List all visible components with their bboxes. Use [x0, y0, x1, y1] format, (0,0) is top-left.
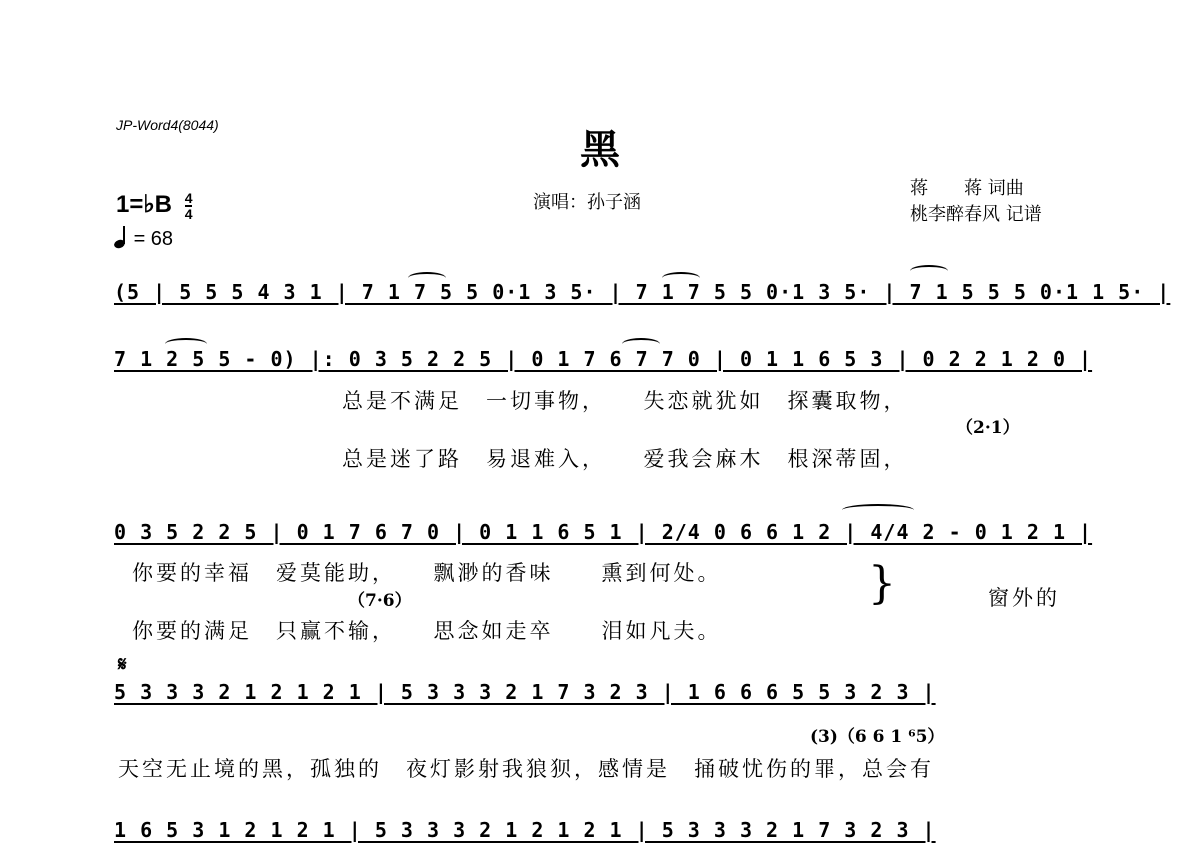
slur-mark: [662, 272, 700, 284]
notation-row-4: 5 3 3 3 2 1 2 1 2 1 | 5 3 3 3 2 1 7 3 2 3 | 1 6 6 6 5 5 3 2 3 |: [114, 680, 936, 704]
notation-row-1: (5 | 5 5 5 4 3 1 | 7 1 7 5 5 0·1 3 5· | 7 1 7 5 5 0·1 3 5· | 7 1 5 5 5 0·1 1 5· |: [114, 280, 1171, 304]
singer-credit: 演唱：孙子涵: [533, 192, 641, 213]
notation-row-2: 7 1 2 5 5 - 0) |: 0 3 5 2 2 5 | 0 1 7 6 7 7 0 | 0 1 1 6 5 3 | 0 2 2 1 2 0 |: [114, 347, 1093, 371]
lyric-verse-1-row-2: 总是不满足 一切事物， 失恋就犹如 探囊取物，: [342, 389, 908, 413]
credits-block: [910, 176, 1042, 228]
quarter-note-icon: [114, 226, 128, 248]
key-signature: [116, 190, 192, 221]
lyric-verse-2-row-2: 总是迷了路 易退难入， 爱我会麻木 根深蒂固，: [342, 447, 908, 471]
transcriber-credit: 桃李醉春风 记谱: [910, 204, 1042, 225]
alternate-notes: （7·6）: [348, 591, 412, 611]
segno-icon: 𝄋: [118, 652, 127, 676]
lyric-verse-2-row-3: 你要的满足 只赢不输， 思念如走卒 泪如凡夫。: [132, 619, 722, 643]
lyric-verse-1-row-3: 你要的幸福 爱莫能助， 飘渺的香味 熏到何处。: [132, 561, 722, 585]
tempo-value: = 68: [133, 228, 174, 250]
notation-row-3: 0 3 5 2 2 5 | 0 1 7 6 7 0 | 0 1 1 6 5 1 | 2/4 0 6 6 1 2 | 4/4 2 - 0 1 2 1 |: [114, 520, 1093, 544]
song-title: 黑: [580, 127, 620, 173]
time-signature: [185, 191, 193, 221]
slur-mark: [165, 338, 207, 350]
alternate-notes: (3)（6 6 1 ⁶5）: [810, 727, 945, 747]
tempo-mark: [114, 226, 173, 251]
key-label: 1=♭B: [116, 191, 173, 218]
time-numerator: 4: [184, 189, 193, 206]
slur-mark: [622, 338, 660, 350]
lyricist-composer-credit: 蒋 蒋 词曲: [910, 178, 1024, 199]
verse-brace: }: [868, 558, 896, 609]
slur-mark: [910, 265, 948, 277]
slur-mark: [408, 272, 446, 284]
slur-mark: [842, 504, 914, 516]
time-denominator: 4: [184, 205, 193, 222]
alternate-notes: （2·1）: [956, 418, 1020, 438]
lyric-shared-row-3: 窗外的: [988, 586, 1060, 610]
software-watermark: JP-Word4(8044): [116, 117, 219, 133]
notation-row-5: 1 6 5 3 1 2 1 2 1 | 5 3 3 3 2 1 2 1 2 1 | 5 3 3 3 2 1 7 3 2 3 |: [114, 818, 936, 842]
lyric-row-4: 天空无止境的黑，孤独的 夜灯影射我狼狈，感情是 捅破忧伤的罪，总会有: [118, 757, 934, 781]
